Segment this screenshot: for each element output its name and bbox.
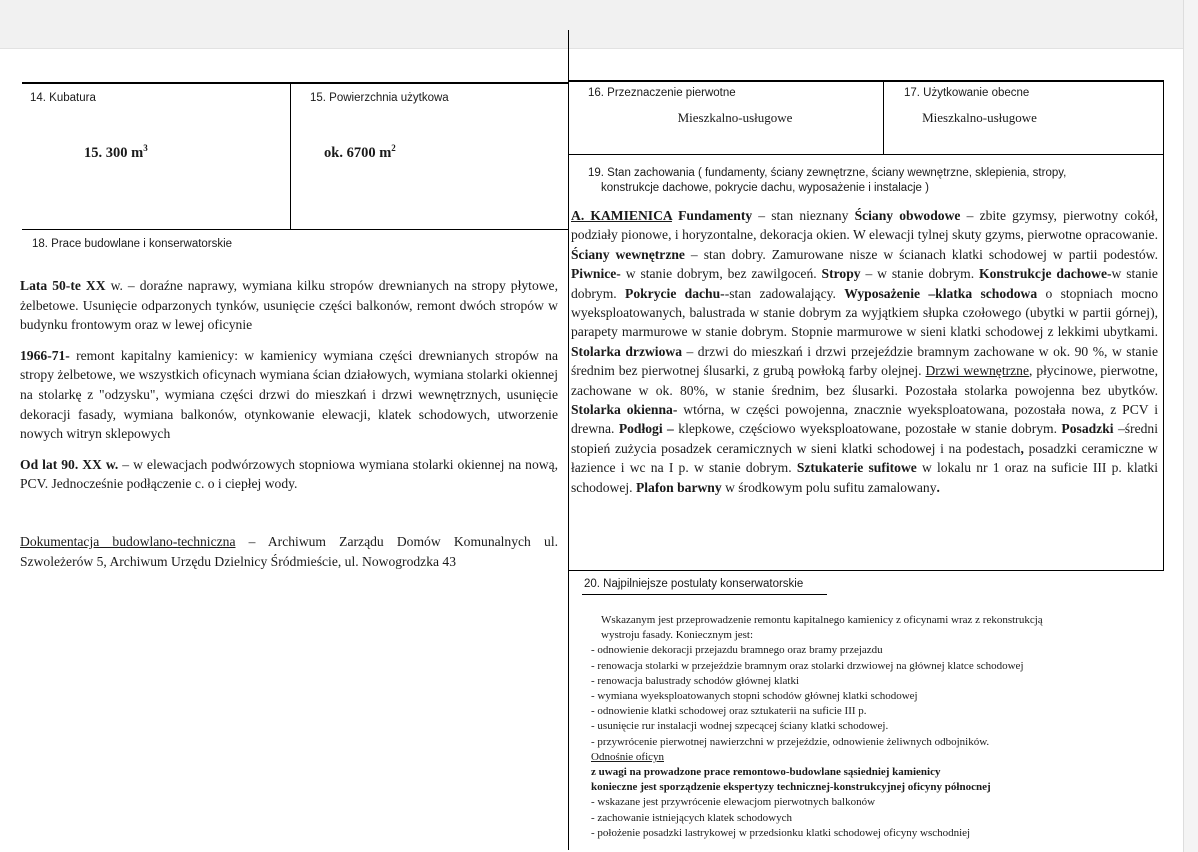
- section-20-text: [591, 613, 1151, 841]
- s20-intro-2: wystroju fasady. Koniecznym jest:: [601, 629, 754, 642]
- s20-item: - usunięcie rur instalacji wodnej szpecącej ściany klatki schodowej.: [591, 720, 889, 733]
- right-border-19: [1163, 80, 1164, 571]
- s20-item: - przywrócenie pierwotnej nawierzchni w przejeździe, odnowienie żeliwnych odbojników.: [591, 735, 990, 748]
- field-17-label: 17. Użytkowanie obecne: [904, 87, 1030, 99]
- field-15-label: 15. Powierzchnia użytkowa: [310, 92, 449, 104]
- field-17-value: Mieszkalno-usługowe: [922, 110, 1037, 125]
- section-19-text: A. KAMIENICA Fundamenty – stan nieznany Ściany obwodowe – zbite gzymsy, pierwotny cokół, podziały pionowe, i horyzontalne, dekoracja okien. W elewacji tylnej skuty gzyms, pierwotne opracowanie. Ściany wewnętrzne – stan dobry. Zamurowane nisze w ścianach klatki schodowej w partii podestów. Piwnice- w stanie dobrym, bez zawilgoceń. Stropy – w stanie dobrym. Konstrukcje dachowe-w stanie dobrym. Pokrycie dachu--stan zadowalający. Wyposażenie –klatka schodowa o stopniach mocno wyeksploatowanych, balustrada w stanie dobrym za wyjątkiem słupka czołowego (ubytki w partii górnej), parapety marmurowe w stanie dobrym. Stopnie marmurowe w sieni klatki schodowej z lekkimi ubytkami. Stolarka drzwiowa – drzwi do mieszkań i drzwi przejeździe bramnym zachowane w ok. 90 %, w stanie średnim bez pierwotnej ślusarki, z grubą powłoką farby olejnej. Drzwi wewnętrzne, płycinowe, pierwotne, zachowane w ok. 80%, w stanie średnim, bez ślusarki. Pozostała stolarka powojenna bez ubytków. Stolarka okienna- wtórna, w części powojenna, znacznie wyeksploatowana, pozostała nowa, z PCV i drewna. Podłogi – klepkowe, częściowo wyeksploatowane, pozostałe w stanie dobrym. Posadzki –średni stopień zużycia posadzek ceramicznych w sieni klatki schodowej i na podestach, posadzki ceramiczne w łazience i wc na I p. w stanie dobrym. Sztukaterie sufitowe w lokalu nr 1 oraz na suficie III p. klatki schodowej. Plafon barwny w środkowym polu sufitu zamalowany.: [571, 208, 1159, 495]
- rule-above-19: [569, 154, 1164, 155]
- field-19-label: 19. Stan zachowania ( fundamenty, ściany zewnętrzne, ściany wewnętrzne, sklepienia, stropy, konstrukcje dachowe, pokrycie dachu, wyposażenie i instalacje ): [588, 167, 1067, 194]
- top-rule-left: [22, 82, 568, 84]
- s20-oficyny-heading: Odnośnie oficyn: [591, 750, 665, 763]
- s18-paragraph-3: Od lat 90. XX w. – w elewacjach podwórzowych stopniowa wymiana stolarki okiennej na nową, PCV. Jednocześnie podłączenie c. o i ciepłej wody.: [20, 456, 559, 492]
- s20-item: - renowacja balustrady schodów głównej klatki: [591, 674, 800, 687]
- s20-bold-1: z uwagi na prowadzone prace remontowo-budowlane sąsiedniej kamienicy: [591, 766, 941, 779]
- divider-16-17: [883, 81, 884, 154]
- s20-bold-2: konieczne jest sporządzenie ekspertyzy technicznej-konstrukcyjnej oficyny północnej: [591, 781, 991, 794]
- s20-item: - odnowienie dekoracji przejazdu bramnego oraz bramy przejazdu: [591, 644, 883, 657]
- s18-paragraph-2: 1966-71- remont kapitalny kamienicy: w kamienicy wymiana części drewnianych stropów na stropy żelbetowe, we wszystkich oficynach wymiana ścian działowych, wymiana stolarki okiennej na stolarkę z "odzysku", wymiana części drzwi do mieszkań i drzwi wewnętrznych, usunięcie dekoracji fasady, wymiana balkonów, otynkowanie elewacji, klatek schodowych, utworzenie nowych witryn sklepowych: [20, 347, 558, 442]
- field-14-label: 14. Kubatura: [30, 92, 96, 104]
- field-18-label: 18. Prace budowlane i konserwatorskie: [32, 238, 233, 250]
- s20-item: - renowacja stolarki w przejeździe bramnym oraz stolarki drzwiowej na głównej klatce schodowej: [591, 659, 1024, 672]
- s20-item: - zachowanie istniejących klatek schodowych: [591, 811, 792, 824]
- s20-item: - położenie posadzki lastrykowej w przedsionku klatki schodowej oficyny wschodniej: [591, 826, 971, 839]
- scan-top-band: [0, 0, 1198, 49]
- s20-item: - odnowienie klatki schodowej oraz sztukaterii na suficie III p.: [591, 705, 867, 718]
- rule-above-18: [22, 229, 568, 230]
- s20-intro-1: Wskazanym jest przeprowadzenie remontu kapitalnego kamienicy z oficynami wraz z rekonstrukcją: [601, 614, 1043, 626]
- center-fold-line: [568, 30, 569, 850]
- field-20-label: 20. Najpilniejsze postulaty konserwatorskie: [584, 578, 804, 590]
- section-18-text: [20, 276, 558, 582]
- field-16-value: Mieszkalno-usługowe: [677, 110, 793, 125]
- s20-item: - wymiana wyeksploatowanych stopni schodów głównej klatki schodowej: [591, 690, 918, 703]
- s20-item: - wskazane jest przywrócenie elewacjom pierwotnych balkonów: [591, 796, 876, 809]
- top-rule-right: [569, 80, 1164, 82]
- field-15-value: ok. 6700 $m^2$: [324, 143, 396, 161]
- divider-14-15: [290, 83, 291, 229]
- field-16-label: 16. Przeznaczenie pierwotne: [588, 87, 736, 99]
- field-14-value: 15. 300 $m^3$: [84, 143, 148, 161]
- s18-documentation: Dokumentacja budowlano-techniczna – Archiwum Zarządu Domów Komunalnych ul. Szwoleżerów 5, Archiwum Urzędu Dzielnicy Śródmieście, ul. Nowogrodzka 43: [20, 533, 558, 569]
- rule-above-20: [569, 570, 1164, 571]
- field-20-label-underline: [582, 594, 827, 595]
- scan-right-strip: [1183, 0, 1198, 852]
- s18-paragraph-1: Lata 50-te XX w. – doraźne naprawy, wymiana kilku stropów drewnianych na stropy płytowe, żelbetowe. Usunięcie odparzonych tynków, usunięcie części balkonów, remont dwóch stropów w budynku frontowym oraz w lewej oficynie: [20, 278, 558, 333]
